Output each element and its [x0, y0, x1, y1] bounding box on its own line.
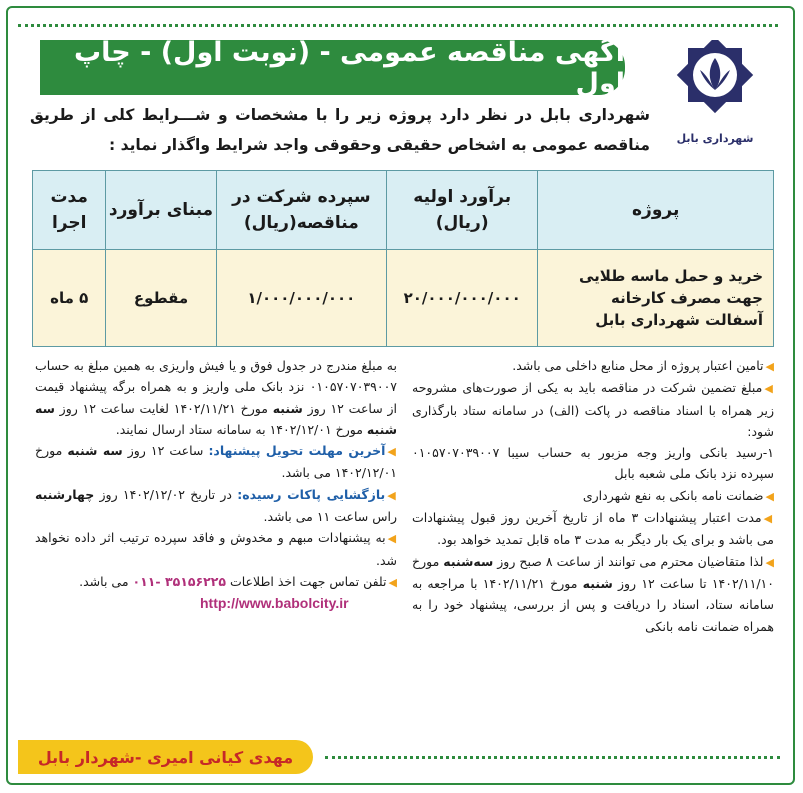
intro-paragraph: شهرداری بابل در نظر دارد پروژه زیر را با مشخصات و شـــرایط کلی از طریق مناقصه عمومی به اشخاص حقیقی وحقوقی واجد شرایط واگذار نماید : — [30, 106, 650, 154]
table-row — [33, 250, 774, 347]
bullet-arrow-icon: ◀ — [387, 488, 397, 502]
cell-project: خرید و حمل ماسه طلایی جهت مصرف کارخانه آسفالت شهرداری بابل — [538, 250, 774, 347]
signature: مهدی کیانی امیری -شهردار بابل — [37, 747, 294, 767]
header-duration: مدت اجرا — [33, 171, 106, 250]
cell-duration: ۵ ماه — [33, 250, 106, 347]
website-link-row — [35, 593, 397, 614]
list-item: ◀مبلغ تضمین شرکت در مناقصه باید به یکی از صورت‌های مشروحه زیر همراه با اسناد مناقصه در پاکت (الف) در سامانه ستاد بارگذاری شود: — [412, 380, 774, 439]
bullet-arrow-icon: ◀ — [387, 532, 397, 546]
bullet-arrow-icon: ◀ — [387, 445, 397, 459]
list-item: ◀تلفن تماس جهت اخذ اطلاعات ۳۵۱۵۶۲۲۵ -۰۱۱ می باشد. — [79, 573, 397, 589]
left-column — [35, 355, 397, 615]
project-table — [32, 170, 774, 347]
bullet-arrow-icon: ◀ — [763, 512, 774, 526]
header-deposit: سپرده شرکت در مناقصه(ریال) — [216, 171, 386, 250]
list-item: ◀مدت اعتبار پیشنهادات ۳ ماه از تاریخ آخرین روز قبول پیشنهادات می باشد و برای یک بار دیگر به مدت ۳ ماه قابل تمدید خواهد بود. — [412, 510, 774, 548]
bullet-arrow-icon: ◀ — [765, 555, 774, 569]
cell-deposit: ۱/۰۰۰/۰۰۰/۰۰۰ — [216, 250, 386, 347]
right-column — [412, 355, 774, 637]
babol-municipality-logo — [660, 40, 770, 150]
list-item: ◀ضمانت نامه بانکی به نفع شهرداری — [582, 487, 774, 503]
bullet-arrow-icon: ◀ — [388, 575, 397, 589]
list-item: به مبلغ مندرج در جدول فوق و یا فیش واریزی به همین مبلغ به حساب ۰۱۰۵۷۰۷۰۳۹۰۰۷ نزد بانک ملی واریز و به همراه برگه پیشنهاد قیمت از ساعت ۱۲ روز شنبه مورخ ۱۴۰۲/۱۱/۲۱ لغایت ساعت ۱۲ روز سه شنبه مورخ ۱۴۰۲/۱۲/۰۱ به سامانه ستاد ارسال نمایند. — [35, 358, 397, 437]
page-title: آگهی مناقصه عمومی - (نوبت اول) - چاپ اول — [73, 36, 625, 99]
phone-number: ۳۵۱۵۶۲۲۵ -۰۱۱ — [132, 573, 226, 589]
list-item: ◀آخرین مهلت تحویل پیشنهاد: ساعت ۱۲ روز سه شنبه مورخ ۱۴۰۲/۱۲/۰۱ می باشد. — [35, 443, 397, 481]
list-item: ◀به پیشنهادات مبهم و مخدوش و فاقد سپرده ترتیب اثر داده نخواهد شد. — [35, 530, 397, 568]
header-basis: مبنای برآورد — [106, 171, 216, 250]
logo-caption: شهرداری بابل — [676, 132, 754, 145]
title-banner — [40, 36, 625, 99]
list-item: ◀بازگشایی پاکات رسیده: در تاریخ ۱۴۰۲/۱۲/۰۲ روز چهارشنبه راس ساعت ۱۱ می باشد. — [35, 486, 397, 525]
bullet-arrow-icon: ◀ — [764, 382, 774, 396]
table-header-row — [33, 171, 774, 250]
header-project: پروژه — [538, 171, 774, 250]
bottom-dotted-rule — [325, 756, 780, 759]
list-item: ◀لذا متقاضیان محترم می توانند از ساعت ۸ صبح روز سه‌شنبه مورخ ۱۴۰۲/۱۱/۱۰ تا ساعت ۱۲ روز شنبه مورخ ۱۴۰۲/۱۱/۲۱ با مراجعه به سامانه ستاد، اسناد را دریافت و پس از بررسی، پیشنهاد خود را به همراه ضمانت نامه بانکی — [412, 553, 774, 634]
list-item: ◀تامین اعتبار پروژه از محل منابع داخلی می باشد. — [512, 358, 774, 373]
cell-basis: مقطوع — [106, 250, 216, 347]
cell-estimate: ۲۰/۰۰۰/۰۰۰/۰۰۰ — [386, 250, 537, 347]
website-link[interactable]: http://www.babolcity.ir — [200, 595, 349, 612]
logo-emblem-icon — [660, 40, 770, 132]
list-item: ۱-رسید بانکی واریز وجه مزبور به حساب سیبا ۰۱۰۵۷۰۷۰۳۹۰۰۷ سپرده نزد بانک ملی شعبه بابل — [412, 445, 774, 482]
header-estimate: برآورد اولیه (ریال) — [386, 171, 537, 250]
bullet-arrow-icon: ◀ — [765, 360, 774, 373]
bullet-arrow-icon: ◀ — [765, 489, 774, 503]
top-dotted-rule — [18, 24, 778, 27]
signature-banner — [18, 740, 313, 774]
